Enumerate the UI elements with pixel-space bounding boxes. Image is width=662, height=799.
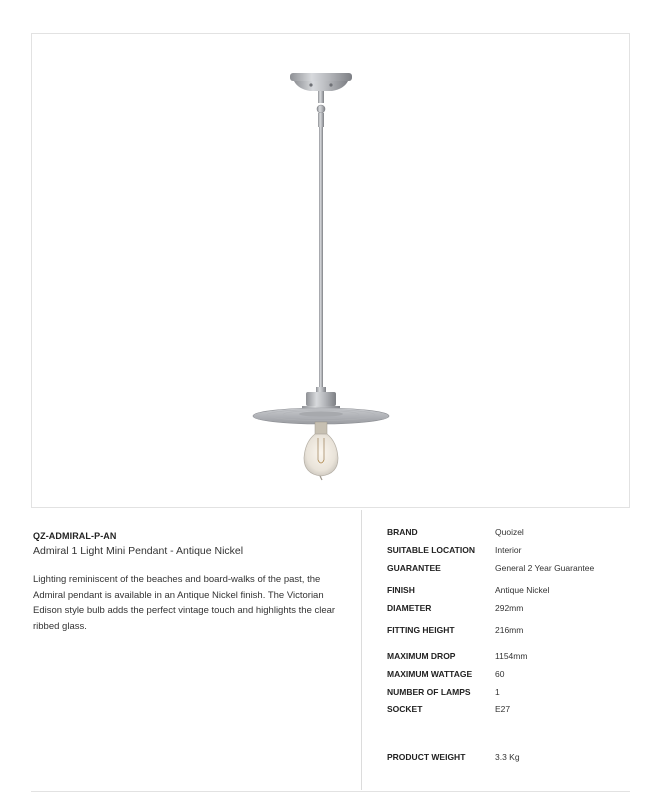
spec-label-socket: SOCKET bbox=[387, 704, 423, 714]
spec-label-fitting-height: FITTING HEIGHT bbox=[387, 625, 455, 635]
spec-label-diameter: DIAMETER bbox=[387, 603, 432, 613]
spec-value-maximum-wattage: 60 bbox=[495, 669, 505, 679]
spec-label-maximum-wattage: MAXIMUM WATTAGE bbox=[387, 669, 473, 679]
product-description: Lighting reminiscent of the beaches and board-walks of the past, the Admiral pendant is available in an Antique Nickel finish. The Victorian Edison style bulb adds the perfect vintage touch and highlights the clear ribbed glass. bbox=[33, 574, 336, 632]
spec-value-number-of-lamps: 1 bbox=[495, 687, 500, 697]
spec-value-fitting-height: 216mm bbox=[495, 625, 524, 635]
edison-bulb-icon bbox=[304, 434, 338, 480]
spec-value-finish: Antique Nickel bbox=[495, 585, 550, 595]
ceiling-canopy bbox=[290, 73, 352, 91]
spec-value-brand: Quoizel bbox=[495, 527, 524, 537]
swivel-joint bbox=[317, 91, 325, 127]
spec-label-maximum-drop: MAXIMUM DROP bbox=[387, 651, 456, 661]
spec-value-maximum-drop: 1154mm bbox=[495, 651, 528, 661]
bulb-neck bbox=[315, 422, 327, 434]
spec-label-brand: BRAND bbox=[387, 527, 418, 537]
spec-label-guarantee: GUARANTEE bbox=[387, 563, 441, 573]
spec-label-product-weight: PRODUCT WEIGHT bbox=[387, 752, 466, 762]
spec-value-socket: E27 bbox=[495, 704, 511, 714]
bottom-rule bbox=[31, 791, 630, 792]
spec-label-number-of-lamps: NUMBER OF LAMPS bbox=[387, 687, 471, 697]
pendant-light-image bbox=[32, 34, 631, 509]
ribbed-shade bbox=[253, 408, 389, 424]
spec-value-diameter: 292mm bbox=[495, 603, 524, 613]
spec-value-product-weight: 3.3 Kg bbox=[495, 752, 520, 762]
product-image-frame bbox=[31, 33, 630, 508]
spec-label-suitable-location: SUITABLE LOCATION bbox=[387, 545, 475, 555]
spec-value-guarantee: General 2 Year Guarantee bbox=[495, 563, 595, 573]
suspension-rod bbox=[319, 127, 323, 389]
socket-housing bbox=[302, 387, 340, 410]
spec-label-finish: FINISH bbox=[387, 585, 415, 595]
spec-value-suitable-location: Interior bbox=[495, 545, 522, 555]
product-title: Admiral 1 Light Mini Pendant - Antique Nickel bbox=[33, 545, 244, 557]
product-sku: QZ-ADMIRAL-P-AN bbox=[33, 531, 117, 541]
column-divider bbox=[361, 510, 362, 790]
